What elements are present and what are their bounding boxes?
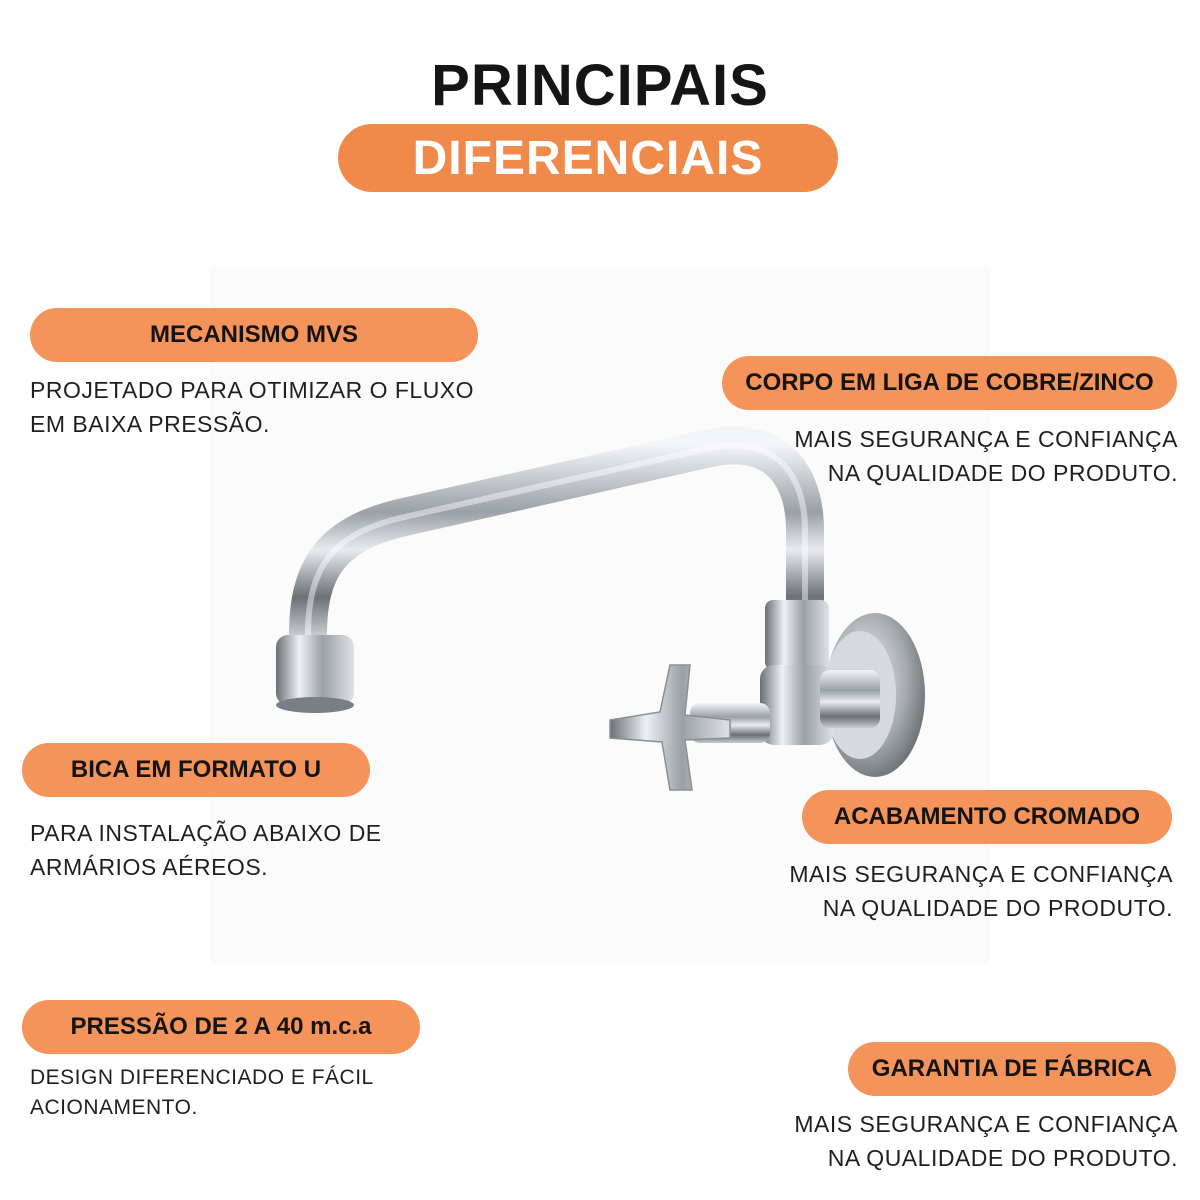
feature-description xyxy=(30,1063,374,1123)
feature-description xyxy=(30,816,382,884)
description-line: NA QUALIDADE DO PRODUTO. xyxy=(827,1145,1178,1171)
subtitle-text: DIFERENCIAIS xyxy=(412,131,764,185)
page-title: PRINCIPAIS xyxy=(431,53,769,118)
description-line: ACIONAMENTO. xyxy=(30,1096,198,1119)
feature-badge-bica xyxy=(22,743,370,797)
feature-label: ACABAMENTO CROMADO xyxy=(833,803,1141,830)
description-line: EM BAIXA PRESSÃO. xyxy=(30,411,270,437)
feature-description xyxy=(794,1107,1178,1175)
description-line: PARA INSTALAÇÃO ABAIXO DE xyxy=(30,820,382,846)
description-line: MAIS SEGURANÇA E CONFIANÇA xyxy=(789,861,1173,887)
feature-badge-mecanismo xyxy=(30,308,478,362)
feature-description xyxy=(794,422,1178,490)
feature-label: GARANTIA DE FÁBRICA xyxy=(871,1055,1153,1082)
description-line: NA QUALIDADE DO PRODUTO. xyxy=(827,460,1178,486)
feature-label: CORPO EM LIGA DE COBRE/ZINCO xyxy=(745,369,1154,396)
subtitle-badge xyxy=(338,124,838,192)
description-line: ARMÁRIOS AÉREOS. xyxy=(30,854,269,880)
feature-badge-corpo xyxy=(722,356,1177,410)
feature-label: BICA EM FORMATO U xyxy=(70,756,322,783)
feature-description xyxy=(30,373,474,441)
feature-description xyxy=(789,857,1173,925)
feature-label: MECANISMO MVS xyxy=(149,321,358,348)
feature-badge-acabamento xyxy=(802,790,1172,844)
description-line: MAIS SEGURANÇA E CONFIANÇA xyxy=(794,1111,1178,1137)
feature-label: PRESSÃO DE 2 A 40 m.c.a xyxy=(70,1013,372,1040)
description-line: DESIGN DIFERENCIADO E FÁCIL xyxy=(30,1066,374,1089)
description-line: NA QUALIDADE DO PRODUTO. xyxy=(822,895,1173,921)
description-line: PROJETADO PARA OTIMIZAR O FLUXO xyxy=(30,377,475,403)
feature-badge-pressao xyxy=(22,1000,420,1054)
description-line: MAIS SEGURANÇA E CONFIANÇA xyxy=(794,426,1178,452)
feature-badge-garantia xyxy=(848,1042,1176,1096)
